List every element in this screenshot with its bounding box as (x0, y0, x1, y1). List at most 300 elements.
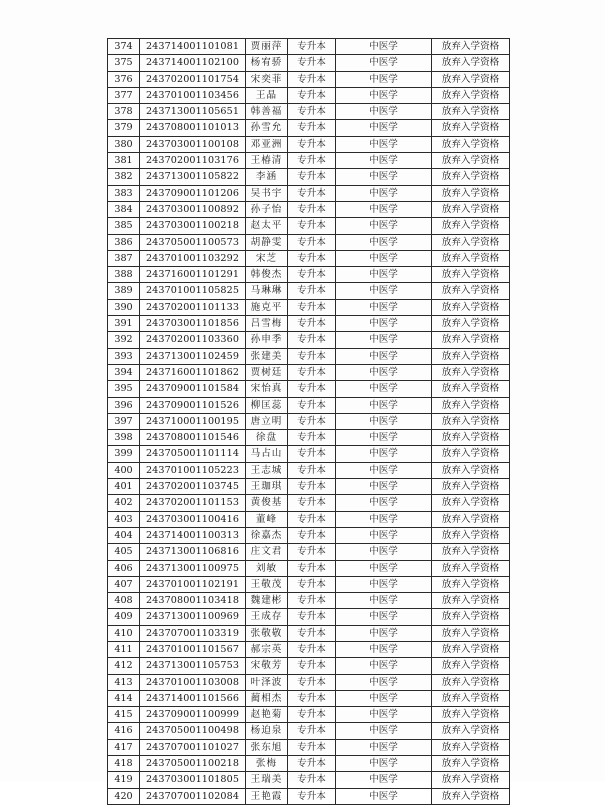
student-name-cell: 王珈琪 (246, 479, 288, 495)
student-name-cell: 杨宥骄 (246, 55, 288, 71)
exam-number-cell: 243709001101584 (140, 381, 246, 397)
student-name-cell: 吴书宇 (246, 185, 288, 201)
exam-number-cell: 243702001103176 (140, 153, 246, 169)
major-name-cell: 中医学 (336, 462, 432, 478)
table-row (108, 609, 510, 625)
student-name-cell: 叶泽波 (246, 674, 288, 690)
program-type-cell: 专升本 (288, 55, 336, 71)
exam-number-cell: 243701001103292 (140, 250, 246, 266)
exam-number-cell: 243705001101114 (140, 446, 246, 462)
student-name-cell: 宋奕菲 (246, 71, 288, 87)
program-type-cell: 专升本 (288, 756, 336, 772)
major-name-cell: 中医学 (336, 707, 432, 723)
student-name-cell: 宋敬芳 (246, 658, 288, 674)
major-name-cell: 中医学 (336, 413, 432, 429)
exam-number-cell: 243701001101567 (140, 641, 246, 657)
admission-status-cell: 放弃入学资格 (432, 201, 510, 217)
row-number-cell: 413 (108, 674, 140, 690)
row-number-cell: 401 (108, 479, 140, 495)
major-name-cell: 中医学 (336, 299, 432, 315)
student-name-cell: 马占山 (246, 446, 288, 462)
table-row (108, 788, 510, 804)
table-row (108, 39, 510, 55)
row-number-cell: 395 (108, 381, 140, 397)
major-name-cell: 中医学 (336, 332, 432, 348)
table-row (108, 625, 510, 641)
major-name-cell: 中医学 (336, 39, 432, 55)
student-name-cell: 张东旭 (246, 739, 288, 755)
student-name-cell: 吕雪梅 (246, 316, 288, 332)
row-number-cell: 392 (108, 332, 140, 348)
admission-status-cell: 放弃入学资格 (432, 283, 510, 299)
student-name-cell: 王瑞美 (246, 772, 288, 788)
row-number-cell: 405 (108, 544, 140, 560)
admission-status-cell: 放弃入学资格 (432, 576, 510, 592)
admission-status-cell: 放弃入学资格 (432, 544, 510, 560)
admission-status-cell: 放弃入学资格 (432, 788, 510, 804)
exam-number-cell: 243705001100573 (140, 234, 246, 250)
major-name-cell: 中医学 (336, 690, 432, 706)
admission-status-cell: 放弃入学资格 (432, 511, 510, 527)
exam-number-cell: 243708001101013 (140, 120, 246, 136)
admission-status-cell: 放弃入学资格 (432, 674, 510, 690)
row-number-cell: 409 (108, 609, 140, 625)
admission-status-cell: 放弃入学资格 (432, 71, 510, 87)
exam-number-cell: 243714001101081 (140, 39, 246, 55)
table-row (108, 234, 510, 250)
student-name-cell: 韩善福 (246, 104, 288, 120)
student-name-cell: 韩俊杰 (246, 267, 288, 283)
student-name-cell: 蔺相杰 (246, 690, 288, 706)
table-row (108, 267, 510, 283)
table-row (108, 560, 510, 576)
major-name-cell: 中医学 (336, 625, 432, 641)
admission-status-cell: 放弃入学资格 (432, 707, 510, 723)
exam-number-cell: 243709001101526 (140, 397, 246, 413)
program-type-cell: 专升本 (288, 169, 336, 185)
admission-status-cell: 放弃入学资格 (432, 267, 510, 283)
table-row (108, 169, 510, 185)
table-row (108, 218, 510, 234)
program-type-cell: 专升本 (288, 723, 336, 739)
student-name-cell: 贾丽萍 (246, 39, 288, 55)
program-type-cell: 专升本 (288, 87, 336, 103)
row-number-cell: 415 (108, 707, 140, 723)
student-name-cell: 孙子怡 (246, 201, 288, 217)
table-row (108, 201, 510, 217)
program-type-cell: 专升本 (288, 39, 336, 55)
major-name-cell: 中医学 (336, 756, 432, 772)
table-row (108, 593, 510, 609)
exam-number-cell: 243701001102191 (140, 576, 246, 592)
row-number-cell: 394 (108, 364, 140, 380)
admission-status-cell: 放弃入学资格 (432, 153, 510, 169)
admission-status-cell: 放弃入学资格 (432, 218, 510, 234)
table-row (108, 479, 510, 495)
major-name-cell: 中医学 (336, 153, 432, 169)
admission-status-cell: 放弃入学资格 (432, 39, 510, 55)
row-number-cell: 387 (108, 250, 140, 266)
row-number-cell: 406 (108, 560, 140, 576)
admission-status-cell: 放弃入学资格 (432, 364, 510, 380)
row-number-cell: 400 (108, 462, 140, 478)
exam-number-cell: 243716001101862 (140, 364, 246, 380)
major-name-cell: 中医学 (336, 576, 432, 592)
program-type-cell: 专升本 (288, 201, 336, 217)
student-name-cell: 王晶 (246, 87, 288, 103)
major-name-cell: 中医学 (336, 658, 432, 674)
row-number-cell: 375 (108, 55, 140, 71)
major-name-cell: 中医学 (336, 641, 432, 657)
major-name-cell: 中医学 (336, 511, 432, 527)
table-row (108, 153, 510, 169)
program-type-cell: 专升本 (288, 690, 336, 706)
student-name-cell: 邓亚洲 (246, 136, 288, 152)
admission-status-cell: 放弃入学资格 (432, 690, 510, 706)
program-type-cell: 专升本 (288, 739, 336, 755)
program-type-cell: 专升本 (288, 625, 336, 641)
major-name-cell: 中医学 (336, 104, 432, 120)
table-row (108, 55, 510, 71)
student-name-cell: 孙申季 (246, 332, 288, 348)
program-type-cell: 专升本 (288, 299, 336, 315)
exam-number-cell: 243703001100108 (140, 136, 246, 152)
admission-status-cell: 放弃入学资格 (432, 756, 510, 772)
table-row (108, 250, 510, 266)
table-row (108, 462, 510, 478)
row-number-cell: 396 (108, 397, 140, 413)
exam-number-cell: 243713001105753 (140, 658, 246, 674)
admission-status-cell: 放弃入学资格 (432, 430, 510, 446)
admission-roster-table (107, 38, 510, 805)
table-row (108, 332, 510, 348)
admission-status-cell: 放弃入学资格 (432, 479, 510, 495)
program-type-cell: 专升本 (288, 71, 336, 87)
student-name-cell: 王艳霞 (246, 788, 288, 804)
program-type-cell: 专升本 (288, 153, 336, 169)
admission-status-cell: 放弃入学资格 (432, 104, 510, 120)
student-name-cell: 赵艳菊 (246, 707, 288, 723)
student-name-cell: 王敬茂 (246, 576, 288, 592)
exam-number-cell: 243713001105651 (140, 104, 246, 120)
major-name-cell: 中医学 (336, 136, 432, 152)
major-name-cell: 中医学 (336, 479, 432, 495)
table-row (108, 104, 510, 120)
major-name-cell: 中医学 (336, 87, 432, 103)
table-row (108, 527, 510, 543)
program-type-cell: 专升本 (288, 495, 336, 511)
exam-number-cell: 243707001102084 (140, 788, 246, 804)
program-type-cell: 专升本 (288, 104, 336, 120)
admission-status-cell: 放弃入学资格 (432, 234, 510, 250)
student-name-cell: 孙雪允 (246, 120, 288, 136)
exam-number-cell: 243701001105223 (140, 462, 246, 478)
admission-status-cell: 放弃入学资格 (432, 593, 510, 609)
program-type-cell: 专升本 (288, 218, 336, 234)
exam-number-cell: 243703001100416 (140, 511, 246, 527)
major-name-cell: 中医学 (336, 234, 432, 250)
table-row (108, 381, 510, 397)
major-name-cell: 中医学 (336, 201, 432, 217)
table-row (108, 185, 510, 201)
row-number-cell: 378 (108, 104, 140, 120)
table-row (108, 364, 510, 380)
exam-number-cell: 243702001101133 (140, 299, 246, 315)
row-number-cell: 397 (108, 413, 140, 429)
table-row (108, 772, 510, 788)
admission-status-cell: 放弃入学资格 (432, 527, 510, 543)
exam-number-cell: 243705001100218 (140, 756, 246, 772)
row-number-cell: 410 (108, 625, 140, 641)
exam-number-cell: 243702001103745 (140, 479, 246, 495)
student-name-cell: 王志城 (246, 462, 288, 478)
major-name-cell: 中医学 (336, 250, 432, 266)
program-type-cell: 专升本 (288, 674, 336, 690)
student-name-cell: 宋怡真 (246, 381, 288, 397)
major-name-cell: 中医学 (336, 772, 432, 788)
exam-number-cell: 243714001101566 (140, 690, 246, 706)
row-number-cell: 404 (108, 527, 140, 543)
exam-number-cell: 243709001101206 (140, 185, 246, 201)
program-type-cell: 专升本 (288, 544, 336, 560)
exam-number-cell: 243703001101856 (140, 316, 246, 332)
table-row (108, 641, 510, 657)
program-type-cell: 专升本 (288, 658, 336, 674)
student-name-cell: 徐嘉杰 (246, 527, 288, 543)
program-type-cell: 专升本 (288, 446, 336, 462)
program-type-cell: 专升本 (288, 413, 336, 429)
row-number-cell: 418 (108, 756, 140, 772)
admission-status-cell: 放弃入学资格 (432, 316, 510, 332)
exam-number-cell: 243713001100975 (140, 560, 246, 576)
table-row (108, 120, 510, 136)
row-number-cell: 379 (108, 120, 140, 136)
row-number-cell: 399 (108, 446, 140, 462)
table-row (108, 348, 510, 364)
exam-number-cell: 243716001101291 (140, 267, 246, 283)
admission-status-cell: 放弃入学资格 (432, 462, 510, 478)
table-row (108, 674, 510, 690)
row-number-cell: 419 (108, 772, 140, 788)
table-row (108, 430, 510, 446)
admission-status-cell: 放弃入学资格 (432, 625, 510, 641)
program-type-cell: 专升本 (288, 462, 336, 478)
exam-number-cell: 243708001103418 (140, 593, 246, 609)
student-name-cell: 宋芝 (246, 250, 288, 266)
admission-status-cell: 放弃入学资格 (432, 739, 510, 755)
admission-status-cell: 放弃入学资格 (432, 299, 510, 315)
major-name-cell: 中医学 (336, 120, 432, 136)
student-name-cell: 刘敏 (246, 560, 288, 576)
table-row (108, 723, 510, 739)
major-name-cell: 中医学 (336, 348, 432, 364)
table-row (108, 413, 510, 429)
row-number-cell: 407 (108, 576, 140, 592)
major-name-cell: 中医学 (336, 723, 432, 739)
table-row (108, 495, 510, 511)
exam-number-cell: 243703001100218 (140, 218, 246, 234)
program-type-cell: 专升本 (288, 430, 336, 446)
exam-number-cell: 243705001100498 (140, 723, 246, 739)
exam-number-cell: 243710001100195 (140, 413, 246, 429)
table-row (108, 690, 510, 706)
row-number-cell: 403 (108, 511, 140, 527)
student-name-cell: 董峰 (246, 511, 288, 527)
student-name-cell: 李涵 (246, 169, 288, 185)
admission-status-cell: 放弃入学资格 (432, 136, 510, 152)
row-number-cell: 381 (108, 153, 140, 169)
major-name-cell: 中医学 (336, 739, 432, 755)
exam-number-cell: 243713001105822 (140, 169, 246, 185)
roster-body (108, 39, 510, 805)
student-name-cell: 黄俊基 (246, 495, 288, 511)
program-type-cell: 专升本 (288, 332, 336, 348)
major-name-cell: 中医学 (336, 609, 432, 625)
table-row (108, 707, 510, 723)
row-number-cell: 412 (108, 658, 140, 674)
admission-status-cell: 放弃入学资格 (432, 250, 510, 266)
admission-status-cell: 放弃入学资格 (432, 772, 510, 788)
exam-number-cell: 243702001101754 (140, 71, 246, 87)
exam-number-cell: 243713001100969 (140, 609, 246, 625)
exam-number-cell: 243714001100313 (140, 527, 246, 543)
major-name-cell: 中医学 (336, 560, 432, 576)
admission-status-cell: 放弃入学资格 (432, 185, 510, 201)
table-row (108, 283, 510, 299)
major-name-cell: 中医学 (336, 495, 432, 511)
student-name-cell: 施克平 (246, 299, 288, 315)
table-row (108, 658, 510, 674)
student-name-cell: 王成存 (246, 609, 288, 625)
row-number-cell: 393 (108, 348, 140, 364)
exam-number-cell: 243701001105825 (140, 283, 246, 299)
student-name-cell: 张敬敬 (246, 625, 288, 641)
admission-status-cell: 放弃入学资格 (432, 446, 510, 462)
major-name-cell: 中医学 (336, 544, 432, 560)
program-type-cell: 专升本 (288, 136, 336, 152)
program-type-cell: 专升本 (288, 788, 336, 804)
row-number-cell: 408 (108, 593, 140, 609)
program-type-cell: 专升本 (288, 316, 336, 332)
exam-number-cell: 243707001101027 (140, 739, 246, 755)
admission-status-cell: 放弃入学资格 (432, 381, 510, 397)
table-row (108, 136, 510, 152)
major-name-cell: 中医学 (336, 185, 432, 201)
student-name-cell: 胡静雯 (246, 234, 288, 250)
major-name-cell: 中医学 (336, 527, 432, 543)
student-name-cell: 魏建彬 (246, 593, 288, 609)
program-type-cell: 专升本 (288, 250, 336, 266)
row-number-cell: 389 (108, 283, 140, 299)
program-type-cell: 专升本 (288, 348, 336, 364)
row-number-cell: 420 (108, 788, 140, 804)
admission-status-cell: 放弃入学资格 (432, 658, 510, 674)
exam-number-cell: 243713001102459 (140, 348, 246, 364)
row-number-cell: 416 (108, 723, 140, 739)
major-name-cell: 中医学 (336, 593, 432, 609)
student-name-cell: 徐盘 (246, 430, 288, 446)
student-name-cell: 杨迫泉 (246, 723, 288, 739)
row-number-cell: 414 (108, 690, 140, 706)
major-name-cell: 中医学 (336, 316, 432, 332)
program-type-cell: 专升本 (288, 479, 336, 495)
table-row (108, 511, 510, 527)
exam-number-cell: 243713001106816 (140, 544, 246, 560)
exam-number-cell: 243702001103360 (140, 332, 246, 348)
major-name-cell: 中医学 (336, 788, 432, 804)
row-number-cell: 417 (108, 739, 140, 755)
table-row (108, 397, 510, 413)
table-row (108, 544, 510, 560)
row-number-cell: 388 (108, 267, 140, 283)
row-number-cell: 376 (108, 71, 140, 87)
exam-number-cell: 243708001101546 (140, 430, 246, 446)
exam-number-cell: 243709001100999 (140, 707, 246, 723)
exam-number-cell: 243703001101805 (140, 772, 246, 788)
student-name-cell: 王椿清 (246, 153, 288, 169)
admission-status-cell: 放弃入学资格 (432, 723, 510, 739)
exam-number-cell: 243714001102100 (140, 55, 246, 71)
student-name-cell: 马琳琳 (246, 283, 288, 299)
admission-status-cell: 放弃入学资格 (432, 609, 510, 625)
row-number-cell: 382 (108, 169, 140, 185)
row-number-cell: 385 (108, 218, 140, 234)
program-type-cell: 专升本 (288, 185, 336, 201)
admission-status-cell: 放弃入学资格 (432, 397, 510, 413)
program-type-cell: 专升本 (288, 283, 336, 299)
admission-status-cell: 放弃入学资格 (432, 55, 510, 71)
student-name-cell: 郝宗英 (246, 641, 288, 657)
table-row (108, 299, 510, 315)
exam-number-cell: 243701001103008 (140, 674, 246, 690)
table-row (108, 739, 510, 755)
student-name-cell: 张梅 (246, 756, 288, 772)
program-type-cell: 专升本 (288, 707, 336, 723)
row-number-cell: 391 (108, 316, 140, 332)
major-name-cell: 中医学 (336, 71, 432, 87)
table-row (108, 446, 510, 462)
student-name-cell: 张建美 (246, 348, 288, 364)
program-type-cell: 专升本 (288, 364, 336, 380)
exam-number-cell: 243707001103319 (140, 625, 246, 641)
major-name-cell: 中医学 (336, 430, 432, 446)
program-type-cell: 专升本 (288, 267, 336, 283)
program-type-cell: 专升本 (288, 120, 336, 136)
major-name-cell: 中医学 (336, 446, 432, 462)
major-name-cell: 中医学 (336, 169, 432, 185)
admission-status-cell: 放弃入学资格 (432, 348, 510, 364)
major-name-cell: 中医学 (336, 674, 432, 690)
program-type-cell: 专升本 (288, 381, 336, 397)
row-number-cell: 380 (108, 136, 140, 152)
table-row (108, 316, 510, 332)
major-name-cell: 中医学 (336, 267, 432, 283)
row-number-cell: 384 (108, 201, 140, 217)
student-name-cell: 贾树廷 (246, 364, 288, 380)
student-name-cell: 柳匡蕊 (246, 397, 288, 413)
student-name-cell: 庄文君 (246, 544, 288, 560)
student-name-cell: 赵太平 (246, 218, 288, 234)
row-number-cell: 386 (108, 234, 140, 250)
exam-number-cell: 243701001103456 (140, 87, 246, 103)
table-row (108, 576, 510, 592)
major-name-cell: 中医学 (336, 218, 432, 234)
major-name-cell: 中医学 (336, 55, 432, 71)
program-type-cell: 专升本 (288, 593, 336, 609)
row-number-cell: 398 (108, 430, 140, 446)
admission-status-cell: 放弃入学资格 (432, 560, 510, 576)
row-number-cell: 383 (108, 185, 140, 201)
